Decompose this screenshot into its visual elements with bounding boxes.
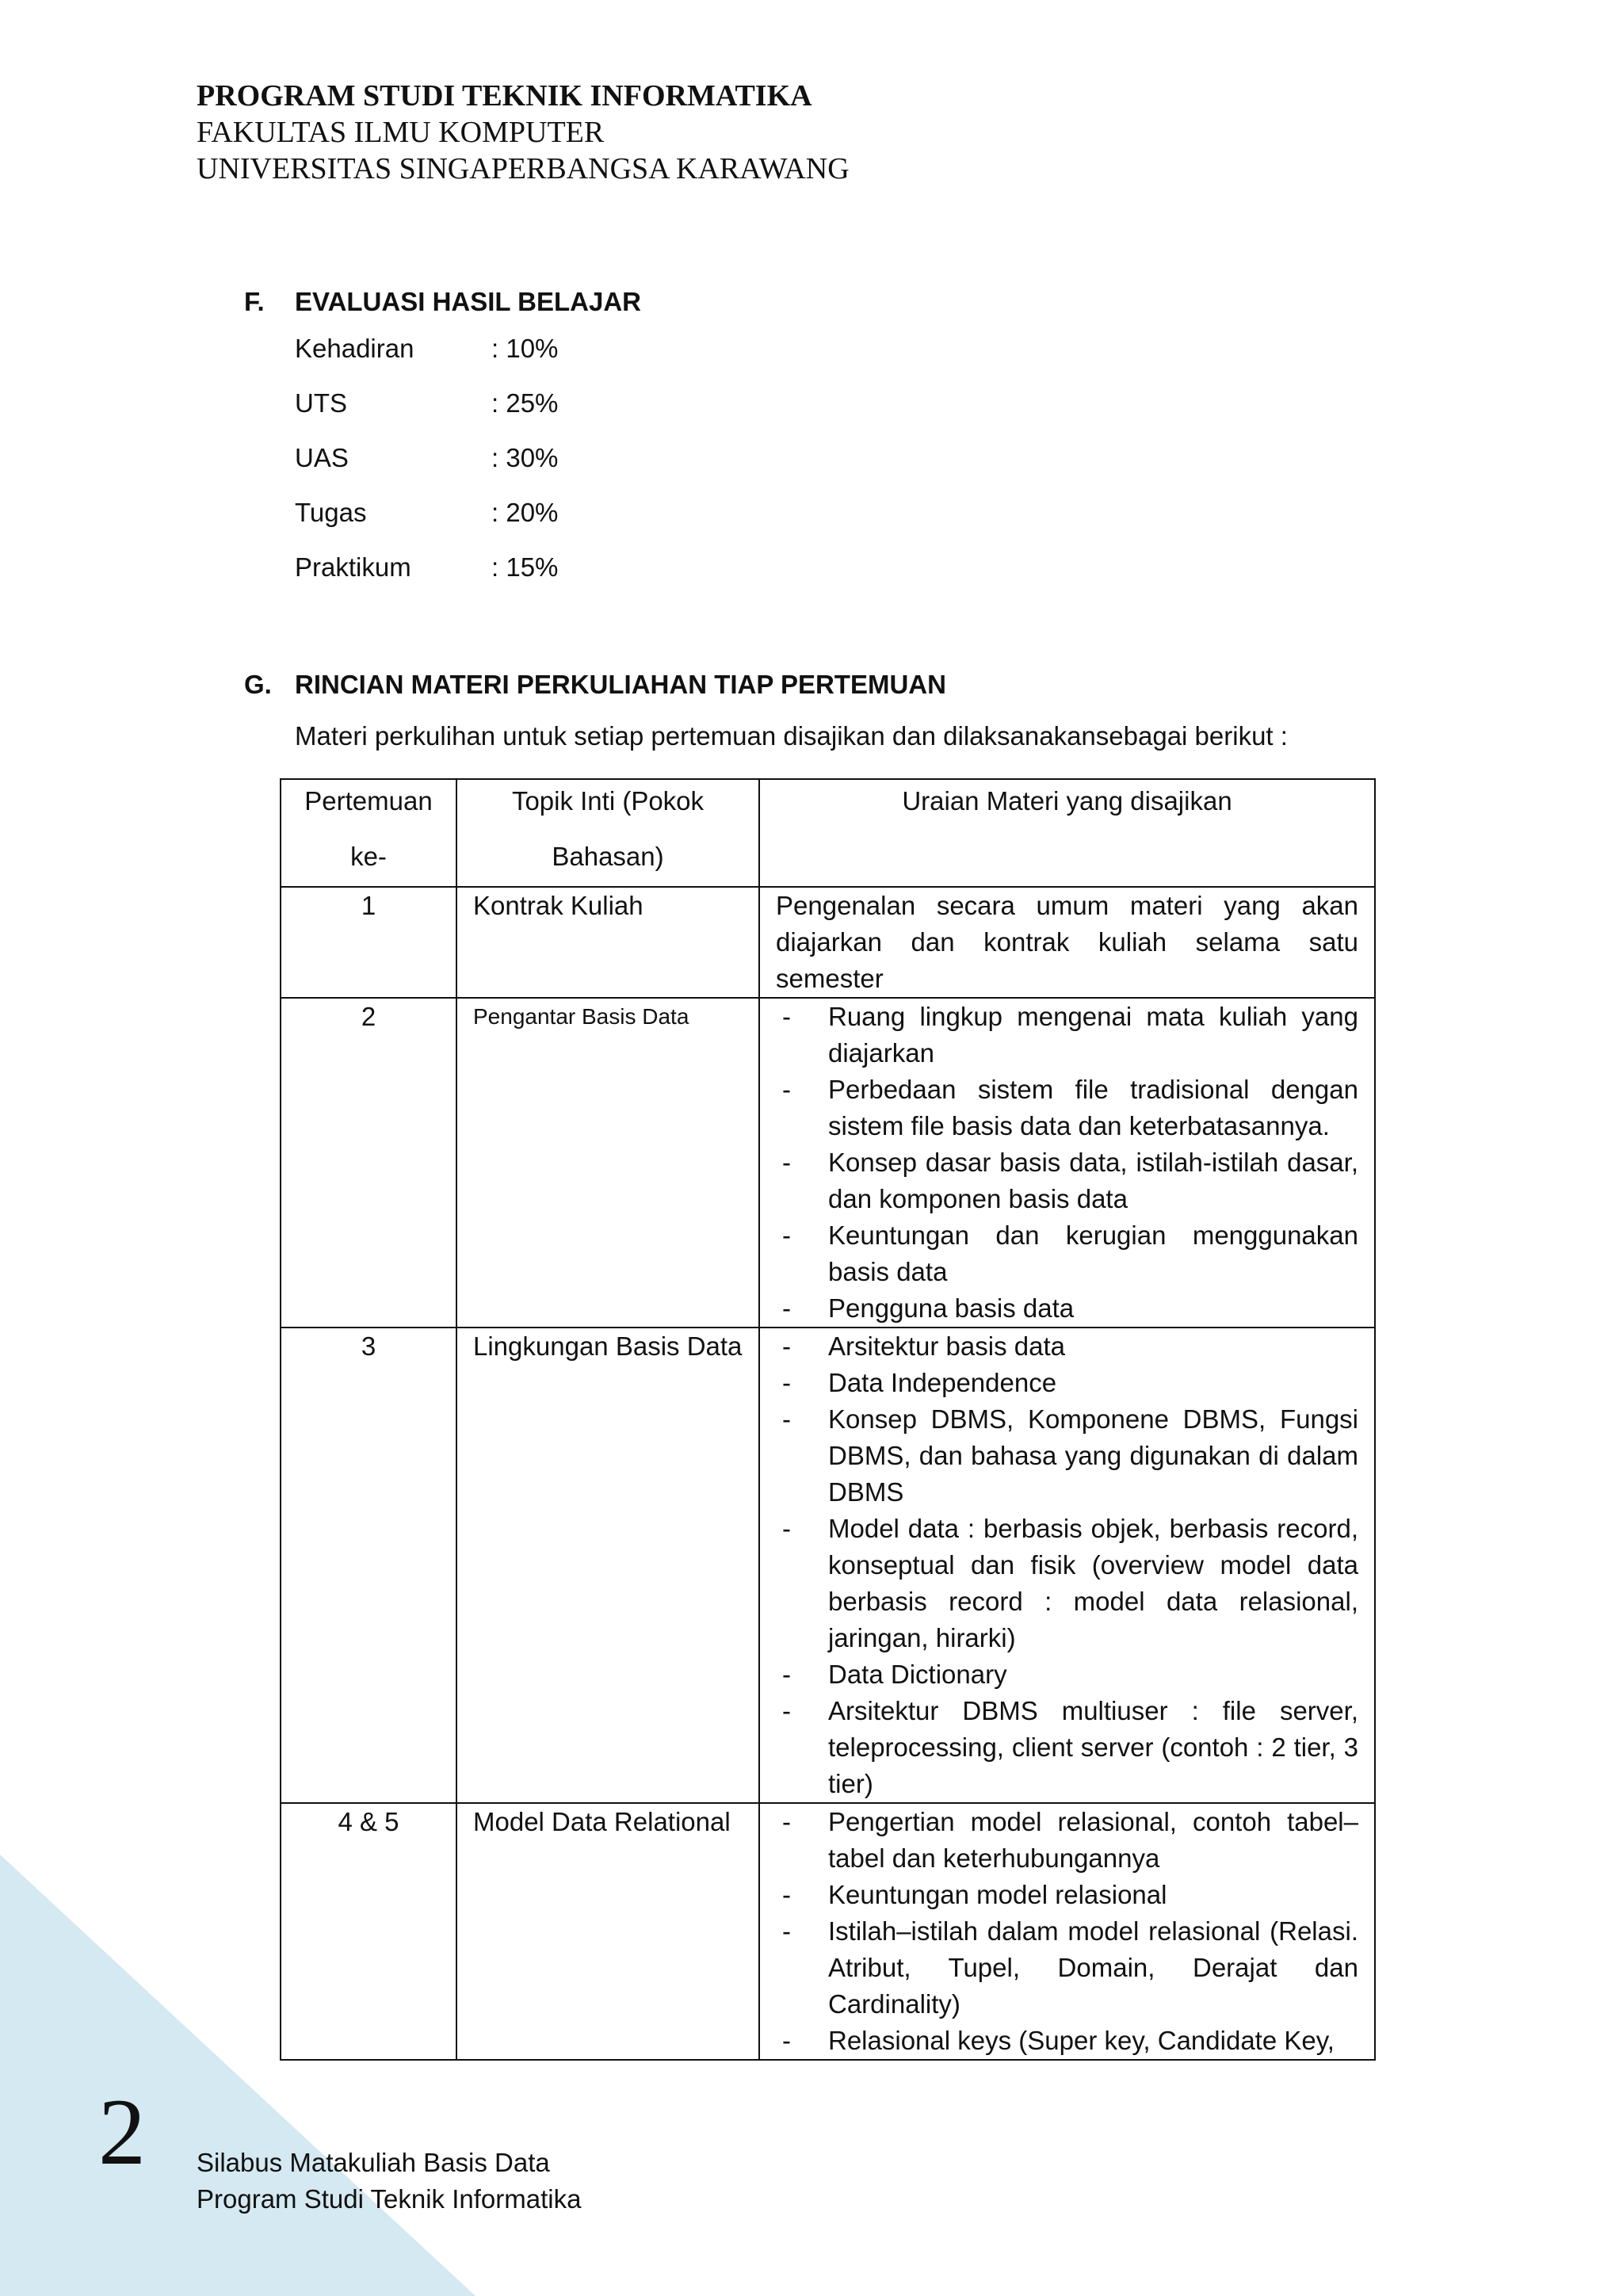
eval-value: : 30% (491, 443, 559, 472)
eval-value: : 15% (491, 552, 559, 582)
row-number: 4 & 5 (281, 1803, 456, 2060)
document-footer (197, 2145, 581, 2218)
header-program: PROGRAM STUDI TEKNIK INFORMATIKA (197, 79, 812, 113)
page-number: 2 (98, 2079, 146, 2184)
list-item: - Pengertian model relasional, contoh tabel–tabel dan keterhubungannya (776, 1804, 1358, 1877)
list-item: - Data Independence (776, 1365, 1358, 1401)
list-item: - Konsep DBMS, Komponene DBMS, Fungsi DBMS, dan bahasa yang digunakan di dalam DBMS (776, 1401, 1358, 1511)
table-row (281, 1328, 1375, 1803)
list-item: - Perbedaan sistem file tradisional dengan sistem file basis data dan keterbatasannya. (776, 1072, 1358, 1144)
evaluation-list (295, 333, 558, 606)
row-description (759, 1803, 1375, 2060)
row-number: 2 (281, 998, 456, 1328)
eval-row (295, 333, 558, 388)
table-row (281, 1803, 1375, 2060)
header-text: ke- (350, 842, 387, 871)
section-f-letter: F. (244, 287, 265, 316)
eval-label: UTS (295, 388, 347, 418)
list-item: - Keuntungan dan kerugian menggunakan basis data (776, 1217, 1358, 1290)
eval-row (295, 388, 558, 442)
section-g-title: RINCIAN MATERI PERKULIAHAN TIAP PERTEMUAN (295, 670, 946, 699)
row-description (759, 1328, 1375, 1803)
table-row (281, 998, 1375, 1328)
eval-value: : 10% (491, 334, 559, 363)
section-g-intro: Materi perkulihan untuk setiap pertemuan disajikan dan dilaksanakansebagai berikut : (295, 721, 1288, 751)
section-f-heading (244, 287, 641, 317)
list-item: - Pengguna basis data (776, 1290, 1358, 1327)
eval-label: UAS (295, 443, 349, 472)
header-uraian: Uraian Materi yang disajikan (759, 779, 1375, 887)
materi-table (280, 778, 1376, 2061)
list-item: - Data Dictionary (776, 1656, 1358, 1693)
section-f-title: EVALUASI HASIL BELAJAR (295, 287, 641, 316)
document-header (197, 78, 850, 187)
section-g-heading (244, 670, 946, 700)
list-item: - Ruang lingkup mengenai mata kuliah yang diajarkan (776, 999, 1358, 1072)
header-pertemuan (281, 779, 456, 887)
list-item: - Arsitektur basis data (776, 1328, 1358, 1365)
eval-label: Kehadiran (295, 334, 414, 363)
list-item: - Relasional keys (Super key, Candidate Key, (776, 2023, 1358, 2059)
header-topik (456, 779, 759, 887)
header-university: UNIVERSITAS SINGAPERBANGSA KARAWANG (197, 152, 850, 185)
row-number: 1 (281, 887, 456, 998)
list-item: - Arsitektur DBMS multiuser : file server, teleprocessing, client server (contoh : 2 tier, 3 tier) (776, 1693, 1358, 1802)
list-item: - Istilah–istilah dalam model relasional (Relasi. Atribut, Tupel, Domain, Derajat dan Cardinality) (776, 1913, 1358, 2023)
table-row (281, 887, 1375, 998)
eval-value: : 20% (491, 498, 559, 527)
row-topic: Lingkungan Basis Data (456, 1328, 759, 1803)
row-description (759, 998, 1375, 1328)
list-item: - Keuntungan model relasional (776, 1877, 1358, 1913)
table-header-row (281, 779, 1375, 887)
eval-row (295, 442, 558, 497)
row-topic: Model Data Relational (456, 1803, 759, 2060)
row-description: Pengenalan secara umum materi yang akan diajarkan dan kontrak kuliah selama satu semester (759, 887, 1375, 998)
eval-row (295, 497, 558, 552)
footer-program: Program Studi Teknik Informatika (197, 2184, 582, 2214)
row-number: 3 (281, 1328, 456, 1803)
header-faculty: FAKULTAS ILMU KOMPUTER (197, 116, 605, 149)
list-item: - Model data : berbasis objek, berbasis record, konseptual dan fisik (overview model data berbasis record : model data relasional, jaringan, hirarki) (776, 1511, 1358, 1656)
eval-value: : 25% (491, 388, 559, 418)
section-g-letter: G. (244, 670, 272, 699)
list-item: - Konsep dasar basis data, istilah-istilah dasar, dan komponen basis data (776, 1144, 1358, 1217)
row-topic: Pengantar Basis Data (456, 998, 759, 1328)
header-text: Bahasan) (552, 842, 664, 871)
row-topic: Kontrak Kuliah (456, 887, 759, 998)
eval-row (295, 552, 558, 606)
header-text: Topik Inti (Pokok (511, 786, 705, 816)
eval-label: Praktikum (295, 552, 411, 582)
eval-label: Tugas (295, 498, 367, 527)
footer-course: Silabus Matakuliah Basis Data (197, 2148, 550, 2177)
header-text: Pertemuan (304, 786, 433, 816)
